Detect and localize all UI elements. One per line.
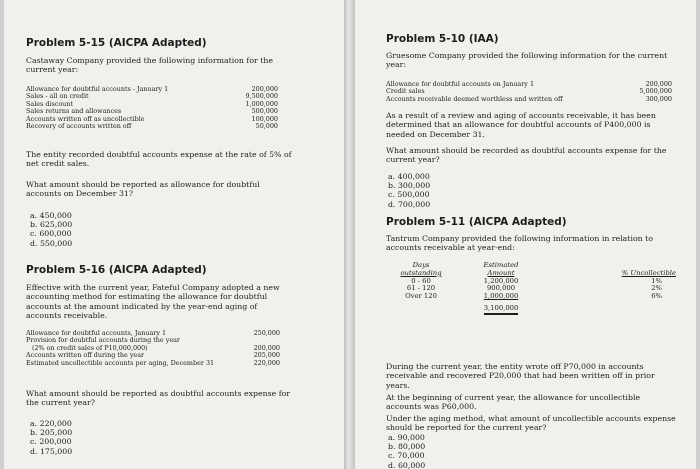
data-row: Allowance for doubtful accounts, January 1 250,000 [26,329,280,337]
col-pct-header: % Uncollectible [621,268,676,277]
data-row: Allowance for doubtful accounts on January 1 200,000 [386,80,672,88]
choice: d. 60,000 [388,460,426,469]
choice: b. 80,000 [388,442,426,452]
data-row: Allowance for doubtful accounts - January 1 200,000 [26,85,278,93]
left-page [4,0,344,469]
choice: a. 400,000 [388,172,430,181]
problem-5-11-choices [388,433,425,469]
choice: d. 550,000 [30,238,73,248]
problem-5-10-question: What amount should be recorded as doubtful accounts expense for the current year? [386,146,667,165]
right-page [355,0,696,469]
data-row: Credit sales 5,000,000 [386,87,672,96]
choice: b. 625,000 [30,220,73,230]
problem-5-11-note-2: At the beginning of current year, the allowance for uncollectible accounts was P60,000. [386,393,641,412]
data-row: Sales - all on credit 9,500,000 [26,92,278,101]
data-row: Sales returns and allowances 500,000 [26,107,278,116]
problem-5-11-note-1: During the current year, the entity wrote off P70,000 in accounts receivable and recovered P20,000 that had been written off in prior years. [386,362,655,390]
data-row: Accounts written off during the year 205,000 [26,351,280,360]
data-row: Recovery of accounts written off 50,000 [26,122,278,131]
problem-5-10-note: As a result of a review and aging of accounts receivable, it has been determined that an allowance for doubtful accounts of P400,000 is needed on December 31. [386,111,656,139]
choice: d. 700,000 [388,199,431,209]
problem-5-15-title: Problem 5-15 (AICPA Adapted) [26,37,207,49]
choice: d. 175,000 [30,446,73,456]
choice: c. 600,000 [30,229,72,239]
data-row: (2% on credit sales of P10,000,000) 200,000 [32,343,280,352]
total-amount: 3,100,000 [484,305,519,315]
choice: b. 205,000 [30,428,73,438]
choice: a. 450,000 [30,211,72,220]
table-row: 61 - 120 900,000 2% [406,284,662,293]
problem-5-16-data-list [26,330,280,367]
problem-5-15-data-list [26,86,278,130]
table-row: 0 - 60 1,200,000 1% [411,276,662,285]
problem-5-11-title: Problem 5-11 (AICPA Adapted) [386,216,567,228]
problem-5-15-question: What amount should be reported as allowance for doubtful accounts on December 31? [26,180,260,199]
table-total-row [386,301,676,315]
problem-5-11-question: Under the aging method, what amount of uncollectible accounts expense should be reported for the current year? [386,414,676,433]
aging-table [386,262,676,315]
table-row: Over 120 1,000,000 6% [405,292,662,301]
choice: a. 220,000 [30,419,72,428]
choice: c. 70,000 [388,451,425,461]
problem-5-10-data-list [386,81,672,103]
problem-5-10-choices [388,172,430,209]
data-row: Accounts written off as uncollectible 100,000 [26,114,278,123]
choice: c. 500,000 [388,190,430,200]
data-row: Estimated uncollectible accounts per aging, December 31 220,000 [26,358,280,367]
problem-5-16-title: Problem 5-16 (AICPA Adapted) [26,264,207,276]
choice: b. 300,000 [388,181,431,191]
problem-5-16-intro: Effective with the current year, Fateful Company adopted a new accounting method for estimating the allowance for doubtful accounts at the amount indicated by the year-end aging of accounts receivable. [26,283,280,320]
choice: a. 90,000 [388,433,425,442]
problem-5-15-intro: Castaway Company provided the following information for the current year: [26,56,273,75]
book-gutter [344,0,355,469]
col-amount-header-2: Amount [487,268,515,277]
data-row-label: Provision for doubtful accounts during the year [26,336,180,345]
problem-5-15-note: The entity recorded doubtful accounts expense at the rate of 5% of net credit sales. [26,150,292,169]
problem-5-10-title: Problem 5-10 (IAA) [386,33,499,45]
col-days-header-2: outstanding [400,268,442,277]
problem-5-15-choices [30,211,72,248]
choice: c. 200,000 [30,437,72,447]
col-days-header: Days [412,261,430,269]
problem-5-16-choices [30,419,72,456]
problem-5-10-intro: Gruesome Company provided the following information for the current year: [386,51,668,70]
data-row: Sales discount 1,000,000 [26,99,278,108]
problem-5-16-question: What amount should be reported as doubtful accounts expense for the current year? [26,389,291,408]
problem-5-11-intro: Tantrum Company provided the following information in relation to accounts receivable at year-end: [386,234,653,253]
col-amount-header: Estimated [483,261,519,269]
data-row: Accounts receivable deemed worthless and written off 300,000 [386,94,672,103]
